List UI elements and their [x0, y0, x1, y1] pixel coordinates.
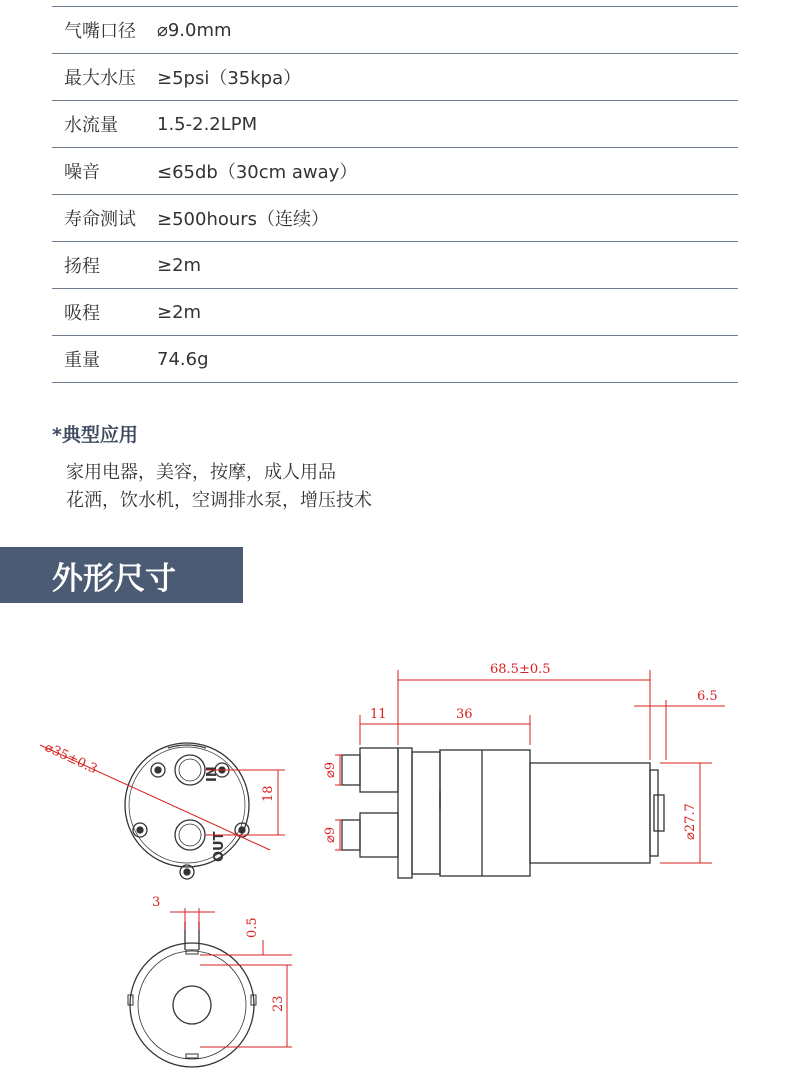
spec-table: [52, 6, 738, 383]
spec-value: ⌀9.0mm: [157, 19, 232, 41]
dimension-label: 18: [261, 785, 276, 802]
dimension-label: ⌀9: [323, 826, 338, 843]
spec-row: [52, 7, 738, 54]
spec-value: ≥5psi（35kpa）: [157, 68, 302, 89]
applications-line: 花洒，饮水机，空调排水泵，增压技术: [66, 490, 372, 511]
applications-title: *典型应用: [52, 424, 138, 446]
spec-row: [52, 195, 738, 242]
spec-row: [52, 54, 738, 101]
dimension-label: 0.5: [245, 917, 260, 938]
dimension-label: 68.5±0.5: [490, 662, 551, 677]
spec-label: 水流量: [64, 115, 118, 136]
spec-label: 寿命测试: [64, 209, 136, 230]
spec-value: 74.6g: [157, 348, 209, 370]
port-in-label: IN: [205, 766, 220, 782]
spec-value: ≥500hours（连续）: [157, 209, 330, 230]
section-title-dimensions: 外形尺寸: [0, 547, 243, 603]
dimension-label: 3: [152, 895, 161, 910]
spec-label: 最大水压: [64, 68, 136, 89]
spec-value: 1.5-2.2LPM: [157, 113, 258, 135]
front-view: [125, 743, 249, 879]
dimension-label: ⌀35±0.3: [42, 740, 100, 778]
spec-row: [52, 336, 738, 383]
dimension-drawing: [0, 640, 790, 1068]
applications-line: 家用电器，美容，按摩，成人用品: [66, 462, 336, 483]
spec-label: 扬程: [64, 256, 100, 277]
side-view: [342, 748, 664, 878]
spec-row: [52, 289, 738, 336]
dimension-label: ⌀9: [323, 761, 338, 778]
spec-row: [52, 242, 738, 289]
dimension-label: 11: [370, 707, 387, 722]
dimension-label: 23: [271, 995, 286, 1012]
bottom-view: [128, 922, 256, 1067]
port-out-label: OUT: [212, 831, 227, 862]
spec-label: 气嘴口径: [64, 21, 136, 42]
spec-value: ≥2m: [157, 254, 202, 276]
dimension-label: 36: [456, 707, 473, 722]
spec-value: ≤65db（30cm away）: [157, 162, 358, 183]
spec-row: [52, 148, 738, 195]
spec-row: [52, 101, 738, 148]
spec-label: 噪音: [64, 162, 100, 183]
dimension-label: 6.5: [697, 689, 718, 704]
spec-label: 吸程: [64, 303, 100, 324]
spec-value: ≥2m: [157, 301, 202, 323]
spec-label: 重量: [64, 350, 100, 371]
dimension-label: ⌀27.7: [683, 803, 698, 840]
